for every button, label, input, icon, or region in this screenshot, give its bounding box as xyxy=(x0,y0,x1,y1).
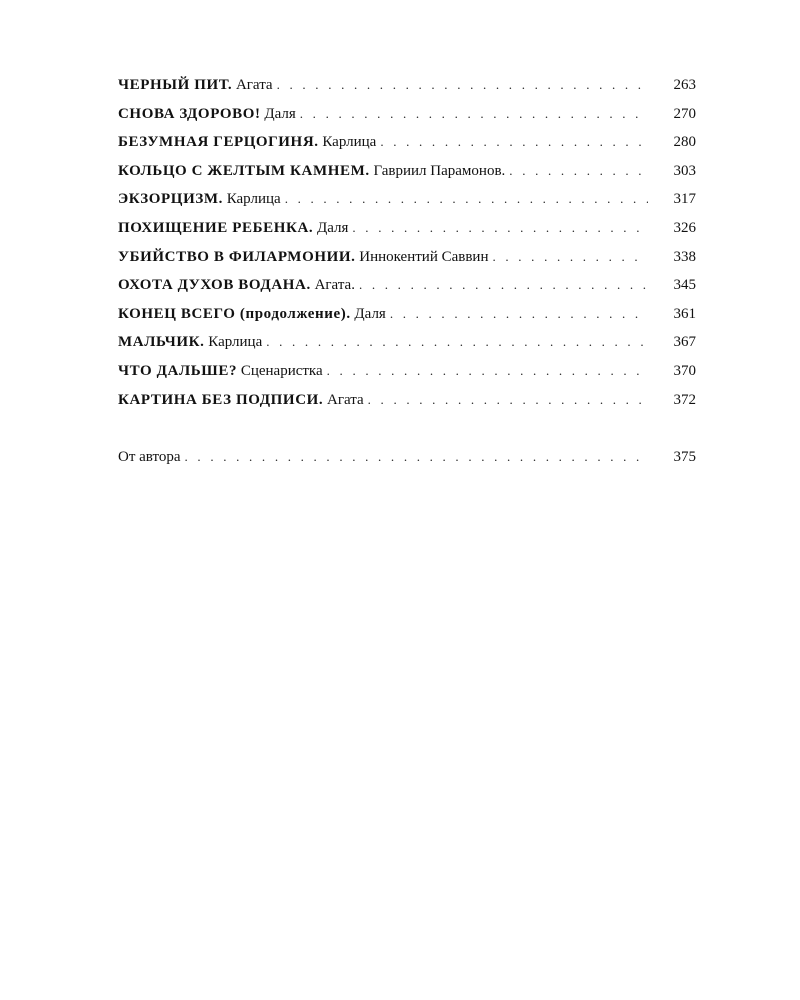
toc-entry-author: Агата xyxy=(327,391,364,408)
dot-leader xyxy=(185,443,648,472)
toc-entry-author: Сценаристка xyxy=(240,362,323,379)
toc-entry[interactable] xyxy=(118,128,696,157)
toc-entry[interactable] xyxy=(118,243,696,272)
toc-entry[interactable] xyxy=(118,71,696,100)
toc-entry-author: Даля xyxy=(354,305,386,322)
toc-entry-page: 367 xyxy=(673,334,696,351)
toc-entry[interactable] xyxy=(118,271,696,300)
table-of-contents xyxy=(118,71,696,471)
dot-leader xyxy=(300,100,648,129)
toc-entry-title: ЭКЗОРЦИЗМ. xyxy=(118,191,223,208)
toc-entry-title: СНОВА ЗДОРОВО! xyxy=(118,105,261,122)
toc-entry[interactable] xyxy=(118,100,696,129)
toc-entry-author: Даля xyxy=(264,105,296,122)
dot-leader xyxy=(359,271,648,300)
toc-entry-page: 326 xyxy=(673,219,696,236)
toc-entry-title: МАЛЬЧИК. xyxy=(118,334,205,351)
toc-entry-title: ПОХИЩЕНИЕ РЕБЕНКА. xyxy=(118,219,314,236)
toc-entry-title: КОЛЬЦО С ЖЕЛТЫМ КАМНЕМ. xyxy=(118,162,370,179)
toc-entry-page: 345 xyxy=(673,277,696,294)
toc-entry-title: ЧЕРНЫЙ ПИТ. xyxy=(118,77,233,93)
toc-entry-title: ОХОТА ДУХОВ ВОДАНА. xyxy=(118,277,311,294)
toc-entry-author: Агата xyxy=(235,77,273,93)
toc-entry-page: 361 xyxy=(673,305,696,322)
toc-entry-page: 372 xyxy=(673,391,696,408)
toc-afterword-title: От автора xyxy=(118,448,181,465)
toc-entry[interactable] xyxy=(118,328,696,357)
toc-entry-author: Карлица xyxy=(226,191,281,208)
toc-entry-title: ЧТО ДАЛЬШЕ? xyxy=(118,362,238,379)
dot-leader xyxy=(285,185,648,214)
toc-entry-title: УБИЙСТВО В ФИЛАРМОНИИ. xyxy=(118,248,356,265)
toc-entry[interactable] xyxy=(118,157,696,186)
toc-entry[interactable] xyxy=(118,357,696,386)
toc-entry[interactable] xyxy=(118,214,696,243)
dot-leader xyxy=(266,328,648,357)
toc-entry-page: 317 xyxy=(673,191,696,208)
toc-entry-author: Гавриил Парамонов. xyxy=(373,162,506,179)
toc-entry-page: 280 xyxy=(673,134,696,151)
toc-entry-title: КОНЕЦ ВСЕГО (продолжение). xyxy=(118,305,351,322)
dot-leader xyxy=(509,157,648,186)
toc-entry[interactable] xyxy=(118,386,696,415)
toc-entry-author: Агата. xyxy=(314,277,355,294)
toc-entry-title: КАРТИНА БЕЗ ПОДПИСИ. xyxy=(118,391,324,408)
dot-leader xyxy=(327,357,648,386)
toc-afterword-entry[interactable] xyxy=(118,443,696,472)
dot-leader xyxy=(277,71,648,100)
dot-leader xyxy=(380,128,648,157)
toc-entry-page: 270 xyxy=(673,105,696,122)
toc-afterword-page: 375 xyxy=(673,448,696,465)
toc-entry-page: 303 xyxy=(673,162,696,179)
dot-leader xyxy=(368,386,648,415)
toc-entry-author: Иннокентий Саввин xyxy=(359,248,489,265)
dot-leader xyxy=(492,243,648,272)
toc-entry-page: 370 xyxy=(673,362,696,379)
toc-entry-author: Карлица xyxy=(322,134,377,151)
toc-entry-author: Карлица xyxy=(208,334,263,351)
dot-leader xyxy=(390,300,648,329)
toc-entry[interactable] xyxy=(118,185,696,214)
toc-entry-title: БЕЗУМНАЯ ГЕРЦОГИНЯ. xyxy=(118,134,319,151)
toc-entry[interactable] xyxy=(118,300,696,329)
toc-entry-page: 338 xyxy=(673,248,696,265)
dot-leader xyxy=(352,214,648,243)
toc-entry-author: Даля xyxy=(317,219,349,236)
toc-entry-page: 263 xyxy=(673,77,696,93)
